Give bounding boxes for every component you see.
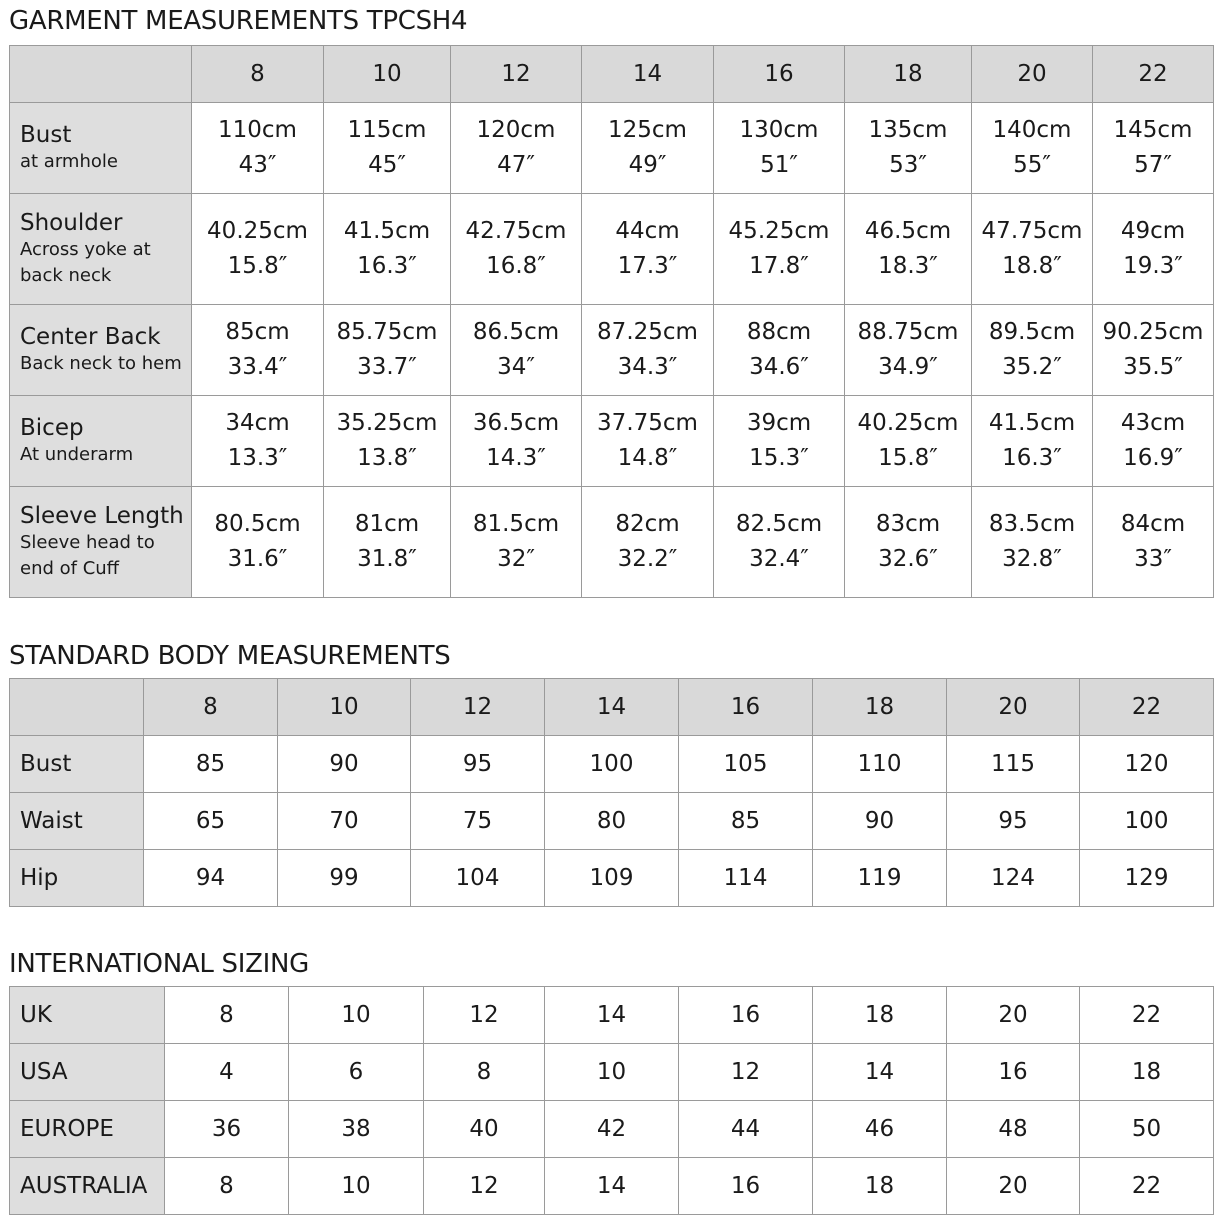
intl-row-label: EUROPE [10, 1101, 165, 1158]
value-inches: 34.6″ [749, 354, 809, 380]
measurement-cell [451, 396, 582, 487]
measurement-cell [714, 396, 845, 487]
size-header: 20 [947, 679, 1080, 736]
value-cm: 85cm [225, 319, 290, 345]
value-inches: 32.8″ [1002, 546, 1062, 572]
value-inches: 47″ [497, 152, 535, 178]
value-cm: 88cm [746, 319, 812, 345]
value-inches: 57″ [1134, 152, 1172, 178]
value-cm: 88.75cm [857, 319, 959, 345]
measurement-cell [845, 194, 972, 305]
value-cm: 41.5cm [988, 410, 1076, 436]
intl-value-cell: 12 [424, 987, 545, 1044]
body-row-bust [10, 736, 1214, 793]
body-value-cell: 99 [278, 850, 411, 907]
intl-value-cell: 14 [545, 987, 679, 1044]
value-cm: 81.5cm [472, 511, 560, 537]
measurement-description: Back neck to hem [20, 353, 182, 374]
intl-value-cell: 4 [165, 1044, 289, 1101]
intl-row-label: USA [10, 1044, 165, 1101]
size-header: 8 [192, 46, 324, 103]
value-cm: 80.5cm [214, 511, 301, 537]
size-header: 10 [278, 679, 411, 736]
international-sizing-table [9, 986, 1214, 1215]
measurement-cell [972, 487, 1093, 598]
value-inches: 33.7″ [357, 354, 417, 380]
intl-value-cell: 22 [1080, 1158, 1214, 1215]
measurement-cell [582, 487, 714, 598]
value-cm: 41.5cm [343, 218, 431, 244]
value-cm: 87.25cm [597, 319, 698, 345]
garment-row-label [10, 103, 192, 194]
value-cm: 40.25cm [207, 218, 308, 244]
value-inches: 31.8″ [357, 546, 417, 572]
intl-value-cell: 10 [289, 987, 424, 1044]
measurement-cell [192, 487, 324, 598]
measurement-cell [582, 194, 714, 305]
intl-value-cell: 48 [947, 1101, 1080, 1158]
intl-value-cell: 12 [679, 1044, 813, 1101]
measurement-name: Shoulder [20, 210, 123, 236]
measurement-name: Bust [20, 122, 72, 148]
intl-value-cell: 18 [813, 1158, 947, 1215]
garment-row-sleeve-length [10, 487, 1214, 598]
value-inches: 16.8″ [486, 253, 546, 279]
measurement-description: at armhole [20, 151, 118, 172]
garment-row-shoulder [10, 194, 1214, 305]
value-cm: 40.25cm [857, 410, 959, 436]
value-cm: 145cm [1113, 117, 1193, 143]
garment-row-bicep [10, 396, 1214, 487]
intl-value-cell: 10 [289, 1158, 424, 1215]
value-inches: 32.2″ [617, 546, 678, 572]
body-row-waist [10, 793, 1214, 850]
value-inches: 33.4″ [227, 354, 288, 380]
measurement-cell [972, 194, 1093, 305]
intl-row-australia [10, 1158, 1214, 1215]
value-cm: 135cm [868, 117, 948, 143]
body-value-cell: 129 [1080, 850, 1214, 907]
size-header: 14 [545, 679, 679, 736]
measurement-cell [324, 305, 451, 396]
body-value-cell: 124 [947, 850, 1080, 907]
measurement-cell [192, 305, 324, 396]
value-inches: 45″ [368, 152, 406, 178]
intl-value-cell: 20 [947, 987, 1080, 1044]
intl-value-cell: 18 [813, 987, 947, 1044]
body-value-cell: 90 [813, 793, 947, 850]
value-cm: 110cm [218, 117, 297, 143]
body-value-cell: 104 [411, 850, 545, 907]
intl-value-cell: 16 [679, 1158, 813, 1215]
measurement-cell [451, 305, 582, 396]
measurement-description: At underarm [20, 444, 134, 465]
measurement-name: Bicep [20, 415, 84, 441]
body-value-cell: 120 [1080, 736, 1214, 793]
value-inches: 18.3″ [878, 253, 938, 279]
value-cm: 125cm [608, 117, 687, 143]
value-cm: 86.5cm [472, 319, 560, 345]
garment-row-label [10, 487, 192, 598]
intl-row-uk [10, 987, 1214, 1044]
intl-row-label: AUSTRALIA [10, 1158, 165, 1215]
value-inches: 15.8″ [227, 253, 288, 279]
value-cm: 115cm [347, 117, 427, 143]
value-cm: 85.75cm [336, 319, 438, 345]
value-cm: 89.5cm [988, 319, 1076, 345]
body-header-row [10, 679, 1214, 736]
value-cm: 130cm [739, 117, 819, 143]
intl-value-cell: 42 [545, 1101, 679, 1158]
size-header: 12 [451, 46, 582, 103]
measurement-cell [714, 194, 845, 305]
garment-row-label [10, 194, 192, 305]
size-header: 14 [582, 46, 714, 103]
intl-value-cell: 10 [545, 1044, 679, 1101]
body-value-cell: 119 [813, 850, 947, 907]
value-inches: 14.8″ [617, 445, 678, 471]
value-cm: 39cm [746, 410, 812, 436]
intl-value-cell: 8 [424, 1044, 545, 1101]
body-value-cell: 100 [1080, 793, 1214, 850]
measurement-cell [582, 103, 714, 194]
measurement-description: Sleeve head to end of Cuff [20, 532, 155, 579]
value-inches: 33″ [1134, 546, 1172, 572]
measurement-cell [714, 305, 845, 396]
value-inches: 16.3″ [1002, 445, 1062, 471]
body-value-cell: 94 [144, 850, 278, 907]
intl-value-cell: 16 [679, 987, 813, 1044]
value-inches: 13.3″ [227, 445, 288, 471]
body-row-label: Waist [10, 793, 144, 850]
intl-row-label: UK [10, 987, 165, 1044]
measurement-name: Sleeve Length [20, 503, 184, 529]
intl-value-cell: 14 [545, 1158, 679, 1215]
measurement-cell [192, 194, 324, 305]
size-header: 10 [324, 46, 451, 103]
measurement-cell [582, 305, 714, 396]
body-value-cell: 95 [947, 793, 1080, 850]
body-value-cell: 85 [679, 793, 813, 850]
value-inches: 32″ [497, 546, 535, 572]
value-cm: 81cm [354, 511, 420, 537]
value-cm: 82.5cm [735, 511, 823, 537]
value-inches: 15.3″ [749, 445, 809, 471]
garment-measurements-table [9, 45, 1214, 598]
measurement-cell [972, 396, 1093, 487]
size-header: 20 [972, 46, 1093, 103]
value-cm: 37.75cm [597, 410, 698, 436]
body-value-cell: 90 [278, 736, 411, 793]
measurement-cell [845, 103, 972, 194]
intl-value-cell: 50 [1080, 1101, 1214, 1158]
intl-value-cell: 14 [813, 1044, 947, 1101]
measurement-cell [1093, 305, 1214, 396]
value-cm: 82cm [615, 511, 680, 537]
intl-value-cell: 46 [813, 1101, 947, 1158]
measurement-cell [1093, 103, 1214, 194]
measurement-cell [1093, 396, 1214, 487]
value-inches: 32.4″ [749, 546, 809, 572]
measurement-cell [582, 396, 714, 487]
garment-header-corner [10, 46, 192, 103]
value-cm: 90.25cm [1102, 319, 1204, 345]
measurement-cell [714, 103, 845, 194]
measurement-cell [714, 487, 845, 598]
value-cm: 43cm [1120, 410, 1186, 436]
body-measurements-table [9, 678, 1214, 907]
value-inches: 16.3″ [357, 253, 417, 279]
value-inches: 17.3″ [617, 253, 678, 279]
measurement-cell [451, 103, 582, 194]
value-inches: 43″ [238, 152, 277, 178]
size-header: 18 [845, 46, 972, 103]
measurement-cell [324, 396, 451, 487]
measurement-cell [324, 103, 451, 194]
garment-row-label [10, 305, 192, 396]
value-inches: 53″ [889, 152, 927, 178]
measurement-cell [845, 487, 972, 598]
value-inches: 35.5″ [1123, 354, 1183, 380]
body-value-cell: 110 [813, 736, 947, 793]
value-cm: 83.5cm [988, 511, 1076, 537]
value-inches: 13.8″ [357, 445, 417, 471]
measurement-cell [451, 194, 582, 305]
size-header: 12 [411, 679, 545, 736]
measurement-cell [845, 305, 972, 396]
value-inches: 34.3″ [617, 354, 678, 380]
size-header: 22 [1080, 679, 1214, 736]
value-cm: 34cm [225, 410, 290, 436]
garment-header-row [10, 46, 1214, 103]
intl-value-cell: 12 [424, 1158, 545, 1215]
intl-value-cell: 16 [947, 1044, 1080, 1101]
value-inches: 31.6″ [227, 546, 288, 572]
value-inches: 17.8″ [749, 253, 809, 279]
garment-table-title: GARMENT MEASUREMENTS TPCSH4 [9, 6, 468, 36]
garment-row-label [10, 396, 192, 487]
value-inches: 49″ [628, 152, 667, 178]
intl-table-title: INTERNATIONAL SIZING [9, 949, 309, 979]
value-inches: 15.8″ [878, 445, 938, 471]
intl-row-usa [10, 1044, 1214, 1101]
body-value-cell: 65 [144, 793, 278, 850]
value-cm: 84cm [1120, 511, 1186, 537]
body-value-cell: 80 [545, 793, 679, 850]
measurement-name: Center Back [20, 324, 161, 350]
body-value-cell: 85 [144, 736, 278, 793]
measurement-cell [451, 487, 582, 598]
measurement-cell [324, 487, 451, 598]
measurement-cell [192, 103, 324, 194]
value-cm: 36.5cm [472, 410, 560, 436]
body-value-cell: 105 [679, 736, 813, 793]
body-row-label: Hip [10, 850, 144, 907]
intl-value-cell: 40 [424, 1101, 545, 1158]
value-inches: 55″ [1013, 152, 1051, 178]
value-cm: 42.75cm [465, 218, 567, 244]
garment-row-center-back [10, 305, 1214, 396]
measurement-description: Across yoke at back neck [20, 239, 151, 286]
body-row-hip [10, 850, 1214, 907]
intl-value-cell: 36 [165, 1101, 289, 1158]
body-value-cell: 70 [278, 793, 411, 850]
body-table-title: STANDARD BODY MEASUREMENTS [9, 641, 451, 671]
body-header-corner [10, 679, 144, 736]
value-inches: 35.2″ [1002, 354, 1062, 380]
body-value-cell: 114 [679, 850, 813, 907]
value-inches: 16.9″ [1123, 445, 1183, 471]
value-cm: 140cm [992, 117, 1072, 143]
value-cm: 47.75cm [981, 218, 1083, 244]
measurement-cell [972, 103, 1093, 194]
value-cm: 45.25cm [728, 218, 830, 244]
measurement-cell [1093, 194, 1214, 305]
intl-row-europe [10, 1101, 1214, 1158]
body-value-cell: 75 [411, 793, 545, 850]
value-cm: 46.5cm [864, 218, 952, 244]
intl-value-cell: 18 [1080, 1044, 1214, 1101]
body-value-cell: 95 [411, 736, 545, 793]
value-cm: 49cm [1120, 218, 1186, 244]
value-cm: 44cm [615, 218, 680, 244]
measurement-cell [192, 396, 324, 487]
intl-value-cell: 6 [289, 1044, 424, 1101]
value-inches: 14.3″ [486, 445, 546, 471]
value-inches: 19.3″ [1123, 253, 1183, 279]
body-value-cell: 109 [545, 850, 679, 907]
value-inches: 51″ [760, 152, 798, 178]
intl-value-cell: 44 [679, 1101, 813, 1158]
measurement-cell [324, 194, 451, 305]
size-header: 8 [144, 679, 278, 736]
intl-value-cell: 22 [1080, 987, 1214, 1044]
size-header: 22 [1093, 46, 1214, 103]
intl-value-cell: 8 [165, 987, 289, 1044]
intl-value-cell: 20 [947, 1158, 1080, 1215]
body-value-cell: 115 [947, 736, 1080, 793]
value-inches: 34.9″ [878, 354, 938, 380]
value-cm: 120cm [476, 117, 556, 143]
value-inches: 32.6″ [878, 546, 938, 572]
size-header: 16 [679, 679, 813, 736]
intl-value-cell: 8 [165, 1158, 289, 1215]
value-inches: 34″ [497, 354, 535, 380]
value-inches: 18.8″ [1002, 253, 1062, 279]
garment-row-bust [10, 103, 1214, 194]
intl-value-cell: 38 [289, 1101, 424, 1158]
body-value-cell: 100 [545, 736, 679, 793]
body-row-label: Bust [10, 736, 144, 793]
size-header: 18 [813, 679, 947, 736]
size-header: 16 [714, 46, 845, 103]
measurement-cell [1093, 487, 1214, 598]
value-cm: 83cm [875, 511, 941, 537]
measurement-cell [845, 396, 972, 487]
measurement-cell [972, 305, 1093, 396]
value-cm: 35.25cm [336, 410, 438, 436]
